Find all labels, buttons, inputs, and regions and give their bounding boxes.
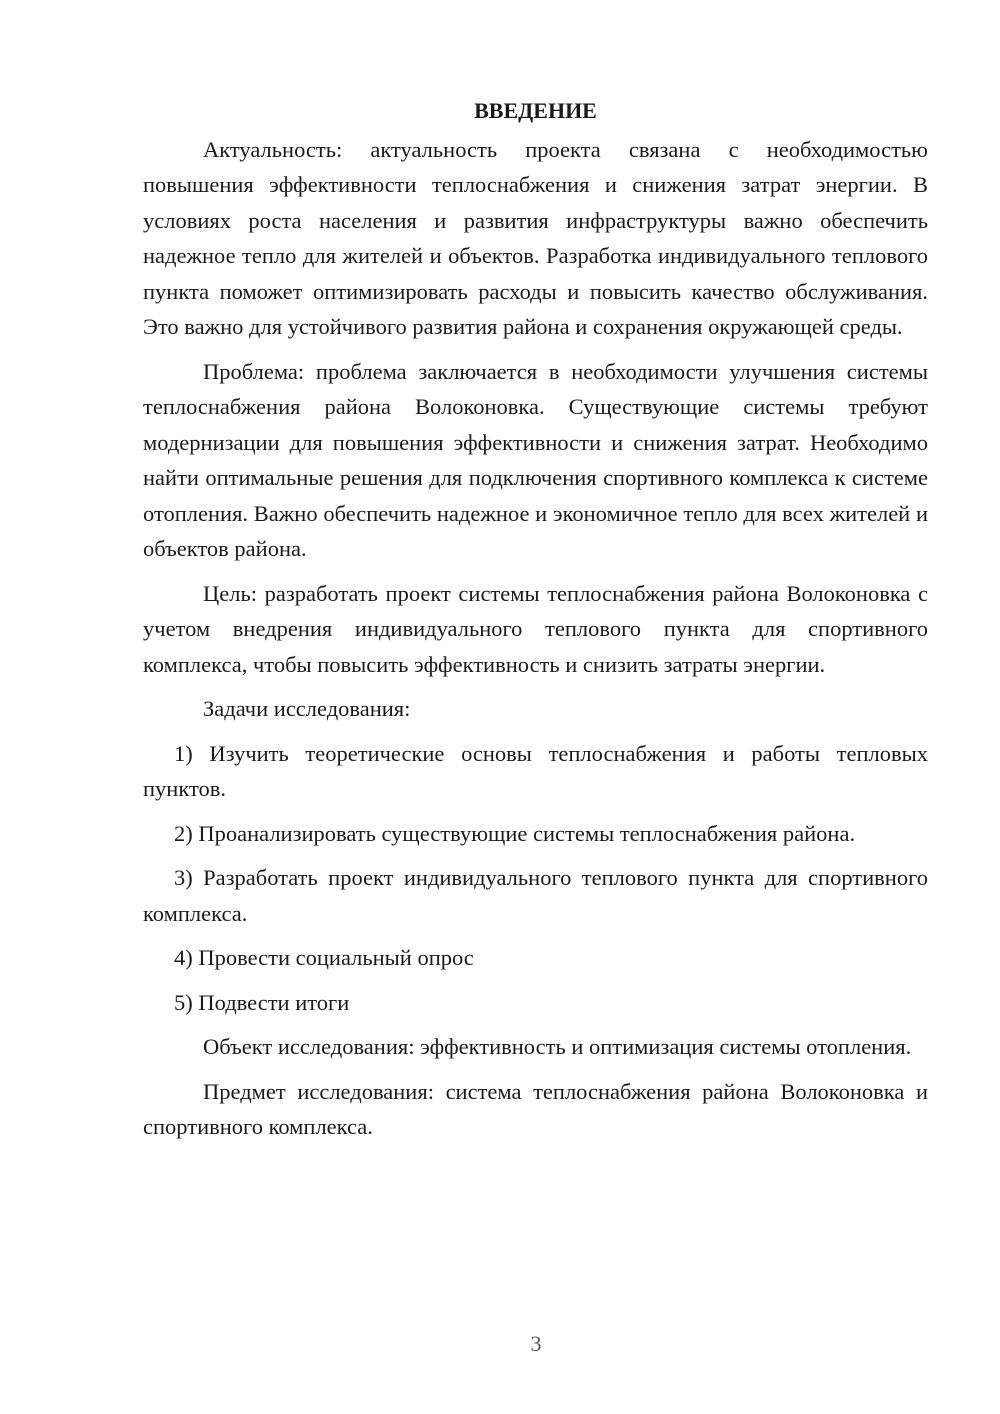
task-item-5: 5) Подвести итоги (174, 989, 350, 1015)
paragraph-relevance: Актуальность: актуальность проекта связана с необходимостью повышения эффективности теплоснабжения и снижения затрат энергии. В условиях роста населения и развития инфраструктуры важно обеспечить надежное тепло для жителей и объектов. Разработка индивидуального теплового пункта поможет оптимизировать расходы и повысить качество обслуживания. Это важно для устойчивого развития района и сохранения окружающей среды. (143, 136, 928, 339)
paragraph-research-subject: Предмет исследования: система теплоснабжения района Волоконовка и спортивного комплекса. (143, 1078, 928, 1139)
task-item-1: 1) Изучить теоретические основы теплоснабжения и работы тепловых пунктов. (143, 740, 928, 801)
paragraph-tasks-heading: Задачи исследования: (203, 696, 411, 721)
section-title: ВВЕДЕНИЕ (474, 98, 597, 123)
task-item-2: 2) Проанализировать существующие системы теплоснабжения района. (174, 820, 856, 846)
paragraph-problem: Проблема: проблема заключается в необходимости улучшения системы теплоснабжения района Волоконовка. Существующие системы требуют модернизации для повышения эффективности и снижения затрат. Необходимо найти оптимальные решения для подключения спортивного комплекса к системе отопления. Важно обеспечить надежное и экономичное тепло для всех жителей и объектов района. (143, 358, 928, 561)
page-number: 3 (530, 1331, 542, 1356)
paragraph-research-object: Объект исследования: эффективность и оптимизация системы отопления. (203, 1034, 912, 1059)
task-item-4: 4) Провести социальный опрос (174, 945, 474, 970)
page-content (143, 93, 928, 1154)
paragraph-goal: Цель: разработать проект системы теплоснабжения района Волоконовка с учетом внедрения индивидуального теплового пункта для спортивного комплекса, чтобы повысить эффективность и снизить затраты энергии. (143, 580, 928, 677)
task-item-3: 3) Разработать проект индивидуального теплового пункта для спортивного комплекса. (143, 865, 928, 926)
